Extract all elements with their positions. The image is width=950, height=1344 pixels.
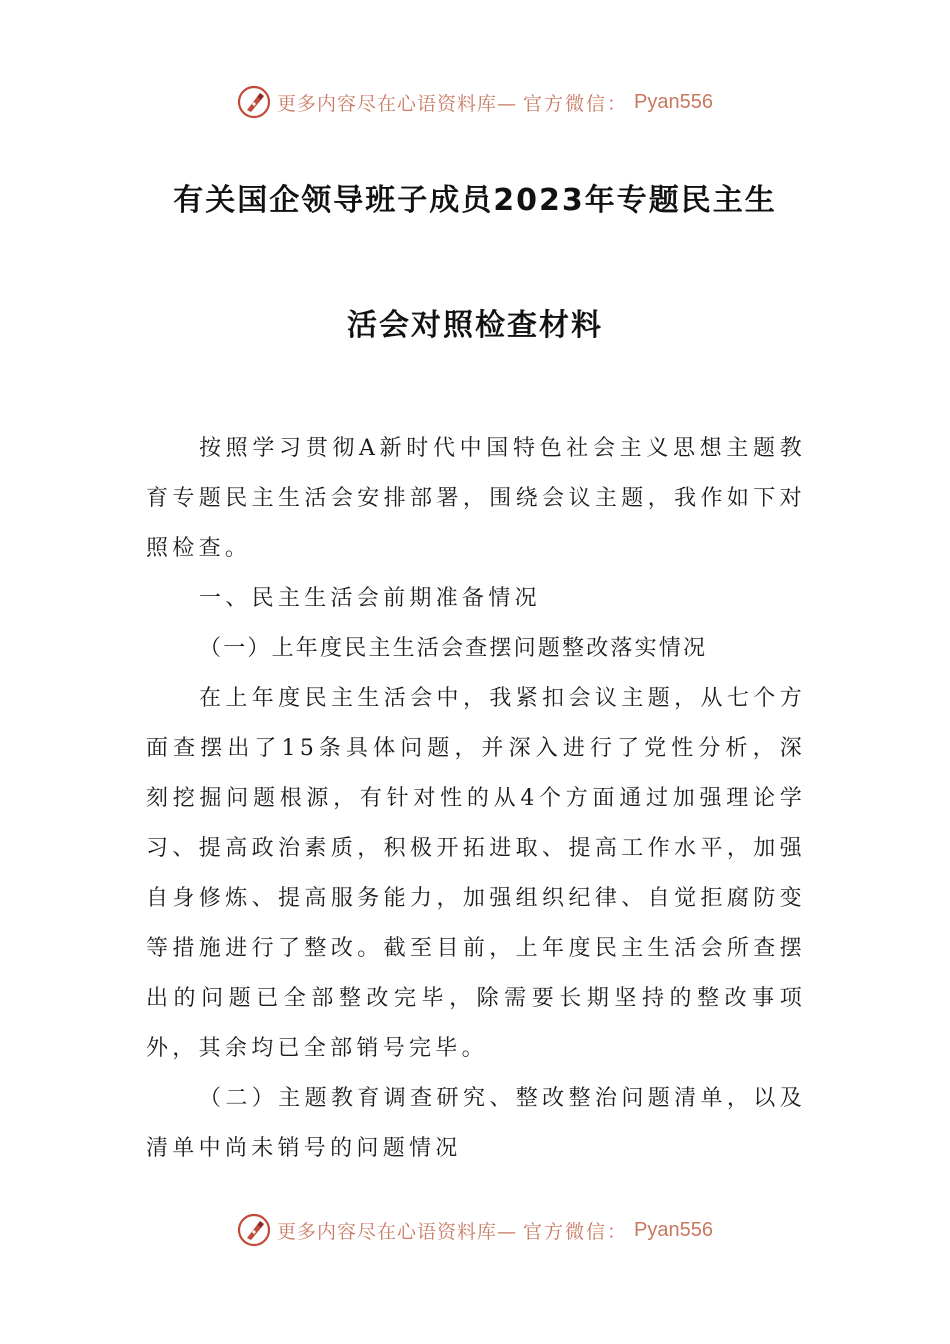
pen-nib-logo-icon [237,1213,271,1247]
intro-paragraph: 按照学习贯彻A新时代中国特色社会主义思想主题教育专题民主生活会安排部署，围绕会议主题，我作如下对照检查。 [146,436,806,561]
document-body [146,424,806,1174]
section-heading-1: 一、民主生活会前期准备情况 [199,586,541,611]
watermark-wechat-id: Pyan556 [634,1218,713,1241]
watermark-text: 更多内容尽在心语资料库— [277,92,518,115]
body-paragraph-rectification: 在上年度民主生活会中，我紧扣会议主题，从七个方面查摆出了15条具体问题，并深入进行了党性分析，深刻挖掘问题根源，有针对性的从4个方面通过加强理论学习、提高政治素质，积极开拓进取、提高工作水平，加强自身修炼、提高服务能力，加强组织纪律、自觉拒腐防变等措施进行了整改。截至目前，上年度民主生活会所查摆出的问题已全部整改完毕，除需要长期坚持的整改事项外，其余均已全部销号完毕。 [146,686,806,1061]
watermark-banner-bottom [0,1210,950,1250]
watermark-wechat-id: Pyan556 [634,90,713,113]
pen-nib-logo-icon [237,85,271,119]
watermark-wechat-label: 官方微信： [523,92,629,115]
watermark-text: 更多内容尽在心语资料库— [277,1220,518,1243]
watermark-banner-top [0,82,950,122]
document-title-line-1: 有关国企领导班子成员2023年专题民主生 [173,183,777,218]
watermark-wechat-label: 官方微信： [523,1220,629,1243]
document-title-line-2: 活会对照检查材料 [347,308,603,343]
subsection-heading-2: （二）主题教育调查研究、整改整治问题清单，以及清单中尚未销号的问题情况 [146,1086,806,1161]
subsection-heading-1: （一）上年度民主生活会查摆问题整改落实情况 [199,636,708,661]
